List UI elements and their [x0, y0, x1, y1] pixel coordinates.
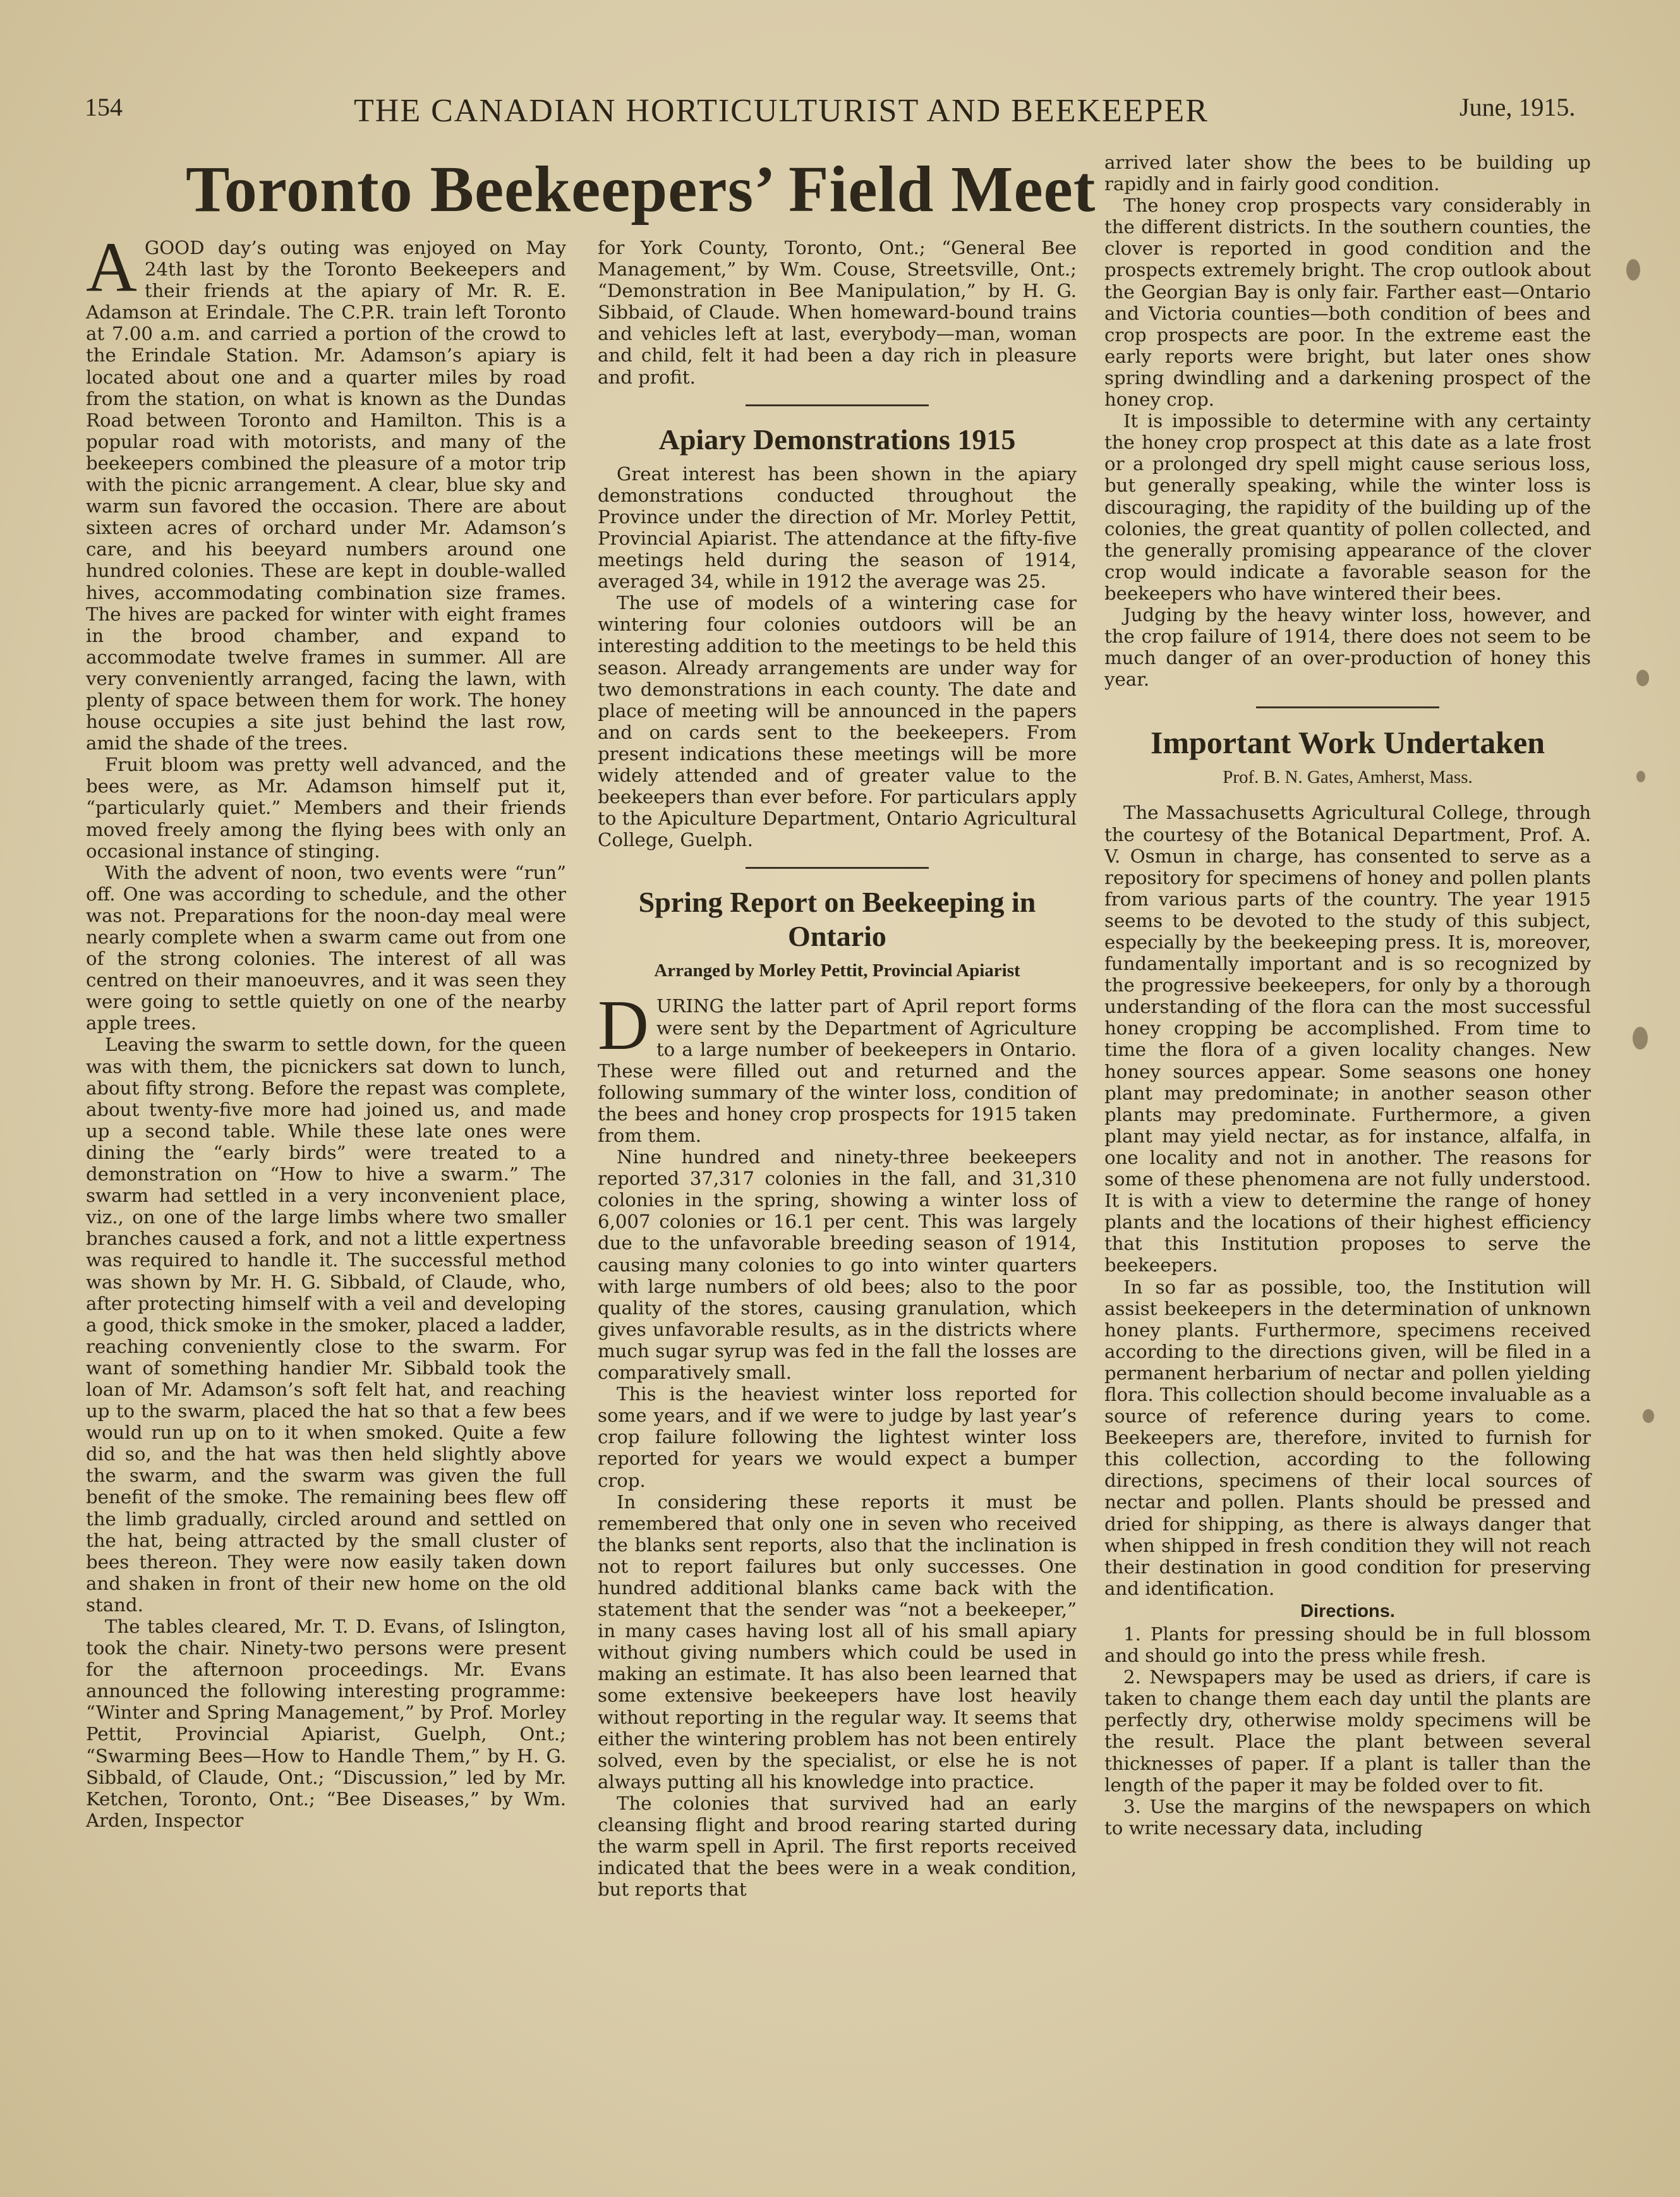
drop-cap: D [598, 986, 649, 1065]
list-item: 1. Plants for pressing should be in full blossom and should go into the press while fresh. [1104, 1623, 1591, 1667]
list-item: 3. Use the margins of the newspapers on which to write necessary data, including [1104, 1795, 1591, 1839]
section-divider [746, 867, 929, 869]
paragraph: DURING the latter part of April report forms were sent by the Department of Agriculture to a large number of beekeepers in Ontario. These were filled out and returned and the following summary of the winter loss, condition of the bees and honey crop prospects for 1915 taken from them. [598, 986, 1077, 1146]
paragraph: The honey crop prospects vary considerably in the different districts. In the southern counties, the clover is reported in good condition and the prospects extremely bright. The crop outlook about the Georgian Bay is only fair. Farther east—Ontario and Victoria counties—both condition of bees and crop prospects are poor. In the extreme east the early reports were bright, but later ones show spring dwindling and a darkening prospect of the honey crop. [1104, 195, 1591, 411]
paragraph: It is impossible to determine with any certainty the honey crop prospect at this date as a late frost or a prolonged dry spell might cause serious loss, but generally speaking, while the winter loss is discouraging, the rapidity of the building up of the colonies, the great quantity of pollen collected, and the generally promising appearance of the clover crop would indicate a favorable season for the beekeepers who have wintered their bees. [1104, 410, 1591, 604]
paragraph: Great interest has been shown in the apiary demonstrations conducted throughout the Province under the direction of Mr. Morley Pettit, Provincial Apiarist. The attendance at the fifty-five meetings held during the season of 1914, averaged 34, while in 1912 the average was 25. [598, 463, 1077, 593]
paragraph: The use of models of a wintering case for wintering four colonies outdoors will be an interesting addition to the meetings to be held this season. Already arrangements are under way for two demonstrations in each county. The date and place of meeting will be announced in the papers and on cards sent to the beekeepers. From present indications these meetings will be more widely attended and of greater value to the beekeepers than ever before. For particulars apply to the Apiculture Department, Ontario Agricultural College, Guelph. [598, 592, 1077, 851]
paragraph: Leaving the swarm to settle down, for the queen was with them, the picnickers sat down to lunch, about fifty strong. Before the repast was complete, about twenty-five more had joined us, and made up a second table. While these late ones were dining the “early birds” were treated to a demonstration on “How to hive a swarm.” The swarm had settled in a very inconvenient place, viz., on one of the large limbs where two smaller branches caused a fork, and not a little expertness was required to handle it. The successful method was shown by Mr. H. G. Sibbald, of Claude, who, after protecting himself with a veil and developing a good, thick smoke in the smoker, placed a ladder, reaching conveniently close to the swarm. For want of something handier Mr. Sibbald took the loan of Mr. Adamson’s soft felt hat, and reaching up to the swarm, placed the hat so that a few bees would run up on to it when smoked. Quite a few did so, and the hat was then held slightly above the swarm, and the swarm was given the full benefit of the smoke. The remaining bees flew off the limb gradually, circled around and settled on the hat, being attracted by the small cluster of bees thereon. They were now easily taken down and shaken in front of their new home on the old stand. [86, 1034, 566, 1616]
list-item: 2. Newspapers may be used as driers, if care is taken to change them each day until the plants are perfectly dry, otherwise moldy specimens will be the result. Place the plant between several thicknesses of paper. If a plant is taller than the length of the paper it may be folded over to fit. [1104, 1666, 1591, 1796]
section-divider [746, 404, 929, 406]
column-2 [598, 237, 1077, 1900]
paragraph: Nine hundred and ninety-three beekeepers reported 37,317 colonies in the fall, and 31,310 colonies in the spring, showing a winter loss of 6,007 colonies or 16.1 per cent. This was largely due to the unfavorable breeding season of 1914, causing many colonies to go into winter quarters with large numbers of old bees; also to the poor quality of the stores, causing granulation, which gives unfavorable results, as in the districts where much sugar syrup was fed in the fall the losses are comparatively small. [598, 1146, 1077, 1384]
paper-damage-mark [1636, 771, 1645, 782]
paragraph: With the advent of noon, two events were “run” off. One was according to schedule, and the other was not. Preparations for the noon-day meal were nearly complete when a swarm came out from one of the strong colonies. The interest of all was centred on their manoeuvres, and it was seen they were going to settle quietly on one of the nearby apple trees. [86, 861, 566, 1034]
byline: Prof. B. N. Gates, Amherst, Mass. [1223, 767, 1473, 788]
column-3 [1104, 152, 1591, 1839]
paragraph: This is the heaviest winter loss reported for some years, and if we were to judge by last year’s crop failure following the lightest winter loss reported for years we would expect a bumper crop. [598, 1383, 1077, 1491]
issue-date: June, 1915. [1459, 93, 1576, 121]
article-title-field-meet: Toronto Beekeepers’ Field Meet [186, 153, 1096, 226]
drop-cap: A [86, 228, 137, 306]
paragraph: arrived later show the bees to be building up rapidly and in fairly good condition. [1104, 152, 1591, 195]
paragraph: In so far as possible, too, the Institution will assist beekeepers in the determination of unknown honey plants. Furthermore, specimens received according to the directions given, will be filed in a permanent herbarium of nectar and pollen yielding flora. This collection should become invaluable as a source of reference during years to come. Beekeepers are, therefore, invited to furnish for this collection, according to the following directions, specimens of their local sources of nectar and pollen. Plants should be pressed and dried for shipping, as there is always danger that when shipped in fresh condition they will not reach their destination in good condition for preserving and identification. [1104, 1276, 1591, 1599]
paragraph: The colonies that survived had an early cleansing flight and brood rearing started during the warm spell in April. The first reports received indicated that the bees were in a weak condition, but reports that [598, 1792, 1077, 1901]
paper-damage-mark [1626, 259, 1640, 281]
running-title: THE CANADIAN HORTICULTURIST AND BEEKEEPER [354, 93, 1209, 129]
paper-damage-mark [1636, 670, 1649, 686]
page-number: 154 [85, 93, 123, 121]
paper-damage-mark [1643, 1409, 1654, 1423]
paragraph: AGOOD day’s outing was enjoyed on May 24th last by the Toronto Beekeepers and their friends at the apiary of Mr. R. E. Adamson at Erindale. The C.P.R. train left Toronto at 7.00 a.m. and carried a portion of the crowd to the Erindale Station. Mr. Adamson’s apiary is located about one and a quarter miles by road from the station, on what is known as the Dundas Road between Toronto and Hamilton. This is a popular road with motorists, and many of the beekeepers combined the pleasure of a motor trip with the picnic arrangement. A clear, blue sky and warm sun favored the occasion. There are about sixteen acres of orchard under Mr. Adamson’s care, and his beeyard numbers around one hundred colonies. These are kept in double-walled hives, accommodating combination size frames. The hives are packed for winter with eight frames in the brood chamber, and expand to accommodate twelve frames in summer. All are very conveniently arranged, facing the lawn, with plenty of space between them for work. The honey house occupies a site just behind the last row, amid the shade of the trees. [86, 228, 566, 754]
section-divider [1256, 706, 1439, 708]
paragraph: Judging by the heavy winter loss, however, and the crop failure of 1914, there does not seem to be much danger of an over-production of honey this year. [1104, 603, 1591, 691]
byline: Arranged by Morley Pettit, Provincial Apiarist [654, 960, 1020, 981]
directions-heading: Directions. [1300, 1601, 1395, 1621]
paragraph: In considering these reports it must be remembered that only one in seven who received the blanks sent reports, also that the inclination is not to report failures but only successes. One hundred additional blanks came back with the statement that the sender was “not a beekeeper,” in many cases having lost all of his small apiary without giving numbers which could be used in making an estimate. It has also been learned that some extensive beekeepers have lost heavily without reporting in the regular way. It seems that either the wintering problem has not been entirely solved, even by the specialist, or else he is not always putting all his knowledge into practice. [598, 1491, 1077, 1793]
article-title-important-work: Important Work Undertaken [1150, 725, 1545, 761]
article-title-apiary-demonstrations: Apiary Demonstrations 1915 [658, 423, 1016, 456]
paper-damage-mark [1633, 1027, 1648, 1050]
article-title-spring-report: Spring Report on Beekeeping in Ontario [638, 886, 1036, 953]
paragraph: Fruit bloom was pretty well advanced, and the bees were, as Mr. Adamson himself put it, “particularly quiet.” Members and their friends moved freely among the flying bees with only an occasional instance of stinging. [86, 754, 566, 862]
column-1 [86, 228, 566, 1831]
paragraph: The tables cleared, Mr. T. D. Evans, of Islington, took the chair. Ninety-two persons were present for the afternoon proceedings. Mr. Evans announced the following interesting programme: “Winter and Spring Management,” by Prof. Morley Pettit, Provincial Apiarist, Guelph, Ont.; “Swarming Bees—How to Handle Them,” by H. G. Sibbald, of Claude, Ont.; “Discussion,” led by Mr. Ketchen, Toronto, Ont.; “Bee Diseases,” by Wm. Arden, Inspector [86, 1616, 566, 1831]
paragraph: for York County, Toronto, Ont.; “General Bee Management,” by Wm. Couse, Streetsville, Ont.; “Demonstration in Bee Manipulation,” by H. G. Sibbaid, of Claude. When homeward-bound trains and vehicles left at last, everybody—man, woman and child, felt it had been a day rich in pleasure and profit. [598, 237, 1077, 388]
paragraph: The Massachusetts Agricultural College, through the courtesy of the Botanical Department, Prof. A. V. Osmun in charge, has consented to serve as a repository for specimens of honey and pollen plants from various parts of the country. The year 1915 seems to be devoted to the study of this subject, especially by the beekeeping press. It is, moreover, fundamentally important and is so recognized by the progressive beekeepers, for only by a thorough understanding of the flora can the most successful honey cropping be accomplished. From time to time the flora of a given locality changes. New honey sources appear. Some seasons one honey plant may predominate; in another season other plants may predominate. Furthermore, a given plant may yield nectar, as for instance, alfalfa, in one locality and not in another. The reasons for some of these phenomena are not fully understood. It is with a view to determine the range of honey plants and the locations of their highest efficiency that this Institution proposes to serve the beekeepers. [1104, 802, 1591, 1276]
